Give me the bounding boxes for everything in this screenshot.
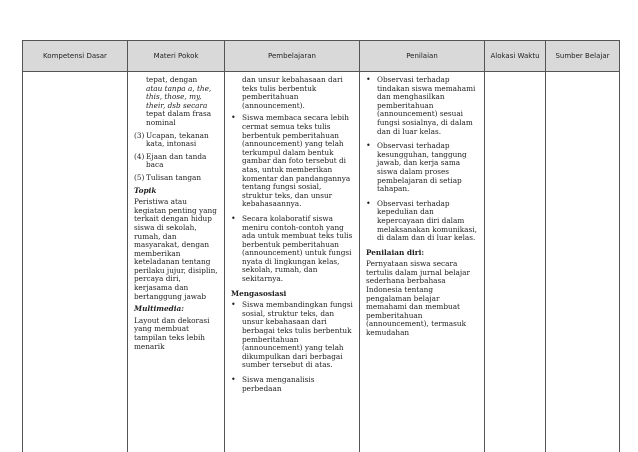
mengasosiasi-label: Mengasosiasi <box>231 290 353 299</box>
materi-line: this, those, my, <box>146 93 218 102</box>
materi-line: their, dsb secara <box>146 102 218 111</box>
header-sumber-belajar: Sumber Belajar <box>546 41 620 72</box>
header-pembelajaran: Pembelajaran <box>225 41 360 72</box>
materi-line: tepat dalam frasa <box>146 110 218 119</box>
penilaian-bullet: • Observasi terhadap kesungguhan, tanggung jawab, dan kerja sama siswa dalam proses pembelajaran di setiap tahapan. <box>366 142 478 194</box>
pembelajaran-bullet: • Secara kolaboratif siswa meniru contoh-contoh yang ada untuk membuat teks tulis berbentuk pemberitahuan (announcement) untuk fungsi nyata di lingkungan kelas, sekolah, rumah, dan sekitarnya. <box>231 215 353 284</box>
cell-alokasi-waktu <box>485 72 546 452</box>
materi-item: (4) Ejaan dan tanda baca <box>134 153 218 170</box>
pembelajaran-bullet: • Siswa menganalisis perbedaan <box>231 376 353 393</box>
content-row <box>23 72 620 452</box>
header-materi-pokok: Materi Pokok <box>128 41 225 72</box>
cell-penilaian <box>360 72 485 452</box>
penilaian-diri-text: Pernyataan siswa secara tertulis dalam jurnal belajar sederhana berbahasa Indonesia tentang pengalaman belajar memahami dan membuat pemberitahuan (announcement), termasuk kemudahan <box>366 260 478 337</box>
materi-continuation <box>134 76 218 128</box>
materi-item: (3) Ucapan, tekanan kata, intonasi <box>134 132 218 149</box>
multimedia-text: Layout dan dekorasi yang membuat tampilan teks lebih menarik <box>134 317 218 351</box>
cell-kompetensi-dasar <box>23 72 128 452</box>
header-row <box>23 41 620 72</box>
pembelajaran-bullet: • Siswa membandingkan fungsi sosial, struktur teks, dan unsur kebahasaan dari berbagai teks tulis berbentuk pemberitahuan (announcement) yang telah dikumpulkan dari berbagai sumber tersebut di atas. <box>231 301 353 370</box>
materi-line: atau tanpa a, the, <box>146 85 218 94</box>
multimedia-label: Multimedia: <box>134 305 218 314</box>
pembelajaran-continuation: dan unsur kebahasaan dari teks tulis berbentuk pemberitahuan (announcement). <box>231 76 353 110</box>
cell-materi-pokok <box>128 72 225 452</box>
penilaian-bullet: • Observasi terhadap kepedulian dan kepercayaan diri dalam melaksanakan komunikasi, di dalam dan di luar kelas. <box>366 200 478 243</box>
cell-sumber-belajar <box>546 72 620 452</box>
materi-item: (5) Tulisan tangan <box>134 174 218 183</box>
cell-pembelajaran <box>225 72 360 452</box>
penilaian-bullet: • Observasi terhadap tindakan siswa memahami dan menghasilkan pemberitahuan (announcement) sesuai fungsi sosialnya, di dalam dan di luar kelas. <box>366 76 478 136</box>
syllabus-table <box>22 40 620 452</box>
header-alokasi-waktu: Alokasi Waktu <box>485 41 546 72</box>
materi-line: tepat, dengan <box>146 76 218 85</box>
header-penilaian: Penilaian <box>360 41 485 72</box>
penilaian-diri-label: Penilaian diri: <box>366 249 478 258</box>
header-kompetensi-dasar: Kompetensi Dasar <box>23 41 128 72</box>
topik-label: Topik <box>134 187 218 196</box>
materi-line: nominal <box>146 119 218 128</box>
topik-text: Peristiwa atau kegiatan penting yang terkait dengan hidup siswa di sekolah, rumah, dan masyarakat, dengan memberikan keteladanan tentang perilaku jujur, disiplin, percaya diri, kerjasama dan bertanggung jawab <box>134 198 218 301</box>
pembelajaran-bullet: • Siswa membaca secara lebih cermat semua teks tulis berbentuk pemberitahuan (announcement) yang telah terkumpul dalam bentuk gambar dan foto tersebut di atas, untuk memberikan komentar dan pandangannya tentang fungsi sosial, struktur teks, dan unsur kebahasaannya. <box>231 114 353 209</box>
